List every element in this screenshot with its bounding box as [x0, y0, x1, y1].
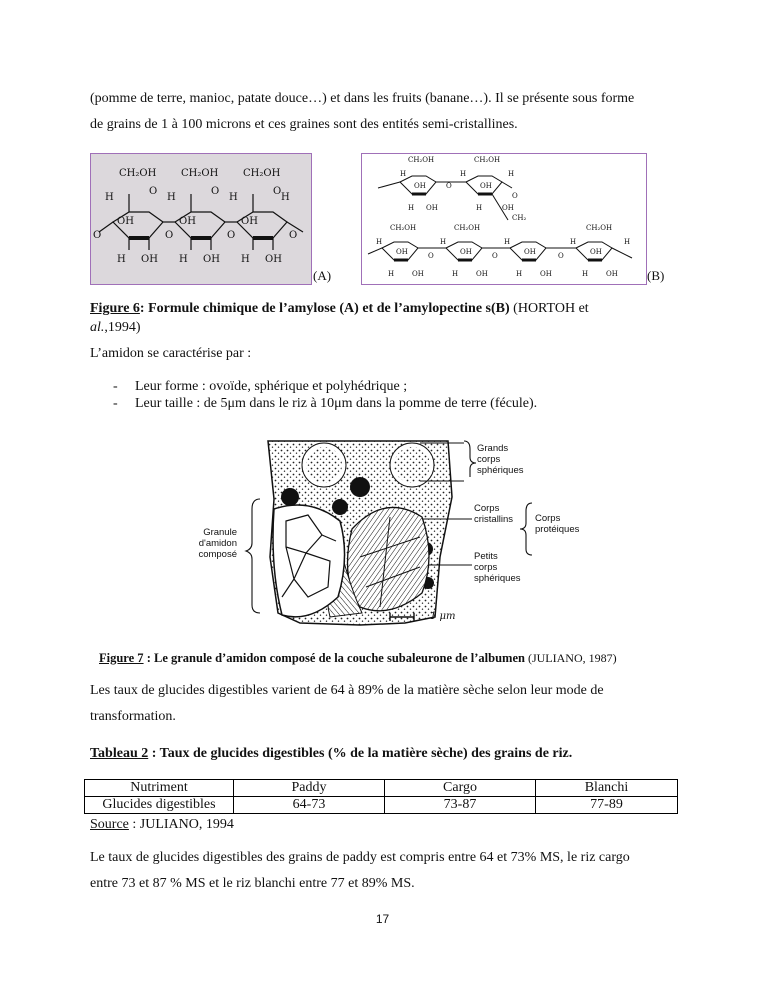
svg-text:O: O — [149, 186, 158, 197]
svg-text:OH: OH — [524, 248, 536, 256]
svg-text:OH: OH — [476, 270, 488, 278]
table-cell: 73-87 — [385, 797, 536, 814]
svg-text:H: H — [229, 192, 238, 203]
starch-bullet-1: - Leur forme : ovoïde, sphérique et polyhédrique ; — [113, 379, 408, 394]
svg-text:O: O — [165, 230, 174, 241]
label-granule-compose: Granule d'amidon composé — [198, 527, 237, 560]
svg-text:H: H — [508, 170, 515, 178]
svg-text:H: H — [570, 238, 577, 246]
table-2-title — [90, 746, 572, 762]
label-corps-proteiques: Corps protéiques — [535, 513, 580, 535]
svg-text:O: O — [446, 182, 452, 190]
svg-text:OH: OH — [412, 270, 424, 278]
label-petits-corps: Petits corps sphériques — [474, 551, 521, 584]
svg-text:H: H — [582, 270, 589, 278]
svg-text:O: O — [227, 230, 236, 241]
conclusion-line-2: entre 73 et 87 % MS et le riz blanchi entre 77 et 89% MS. — [90, 876, 415, 891]
table-header-cell: Cargo — [385, 780, 536, 797]
figure-6-caption-cite: (HORTOH et — [509, 301, 589, 316]
svg-text:OH: OH — [117, 216, 134, 227]
figure-7-caption-title: : Le granule d’amidon composé de la couche subaleurone de l’albumen — [143, 651, 525, 665]
svg-text:H: H — [388, 270, 395, 278]
svg-text:OH: OH — [265, 254, 282, 265]
svg-text:CH₂OH: CH₂OH — [181, 168, 219, 179]
svg-text:H: H — [105, 192, 114, 203]
svg-text:H: H — [408, 204, 415, 212]
figure-6a-label: (A) — [313, 268, 332, 283]
svg-text:OH: OH — [540, 270, 552, 278]
figure-7-ref: Figure 7 — [99, 651, 144, 665]
starch-intro: L’amidon se caractérise par : — [90, 346, 252, 361]
svg-text:H: H — [504, 238, 511, 246]
svg-text:O: O — [512, 192, 518, 200]
svg-text:OH: OH — [590, 248, 602, 256]
table-header-row — [85, 780, 678, 797]
table-2-source-text: : JULIANO, 1994 — [128, 817, 234, 832]
table-2-source — [90, 817, 234, 833]
svg-text:OH: OH — [414, 182, 426, 190]
figure-6b-label: (B) — [647, 268, 665, 283]
svg-text:H: H — [117, 254, 126, 265]
svg-text:H: H — [460, 170, 467, 178]
svg-text:O: O — [558, 252, 564, 260]
svg-text:O: O — [93, 230, 102, 241]
glucides-line-2: transformation. — [90, 709, 176, 724]
svg-text:H: H — [476, 204, 483, 212]
svg-text:OH: OH — [426, 204, 438, 212]
figure-6-caption — [90, 299, 676, 337]
svg-text:H: H — [179, 254, 188, 265]
intro-line-1: (pomme de terre, manioc, patate douce…) et dans les fruits (banane…). Il se présente sous forme — [90, 91, 635, 106]
svg-text:O: O — [211, 186, 220, 197]
svg-text:CH₂OH: CH₂OH — [408, 156, 435, 164]
svg-text:CH₂OH: CH₂OH — [243, 168, 281, 179]
svg-text:H: H — [167, 192, 176, 203]
svg-text:H: H — [241, 254, 250, 265]
amylopectine-structure — [362, 154, 646, 284]
figure-6-caption-year: ,1994) — [104, 320, 141, 335]
table-2 — [84, 779, 678, 814]
table-row — [85, 797, 678, 814]
svg-text:OH: OH — [606, 270, 618, 278]
svg-text:O: O — [289, 230, 298, 241]
svg-text:H: H — [376, 238, 383, 246]
svg-text:CH₂: CH₂ — [512, 214, 527, 222]
svg-text:O: O — [273, 186, 282, 197]
table-header-cell: Nutriment — [85, 780, 234, 797]
figure-6b-amylopectine — [361, 153, 647, 285]
svg-text:OH: OH — [203, 254, 220, 265]
table-header-cell: Paddy — [234, 780, 385, 797]
intro-line-2: de grains de 1 à 100 microns et ces graines sont des entités semi-cristallines. — [90, 117, 518, 132]
svg-text:H: H — [281, 192, 290, 203]
figure-6a-amylose — [90, 153, 312, 285]
starch-granule-drawing — [190, 437, 590, 635]
glucides-line-1: Les taux de glucides digestibles varient de 64 à 89% de la matière sèche selon leur mode de — [90, 683, 604, 698]
svg-text:O: O — [492, 252, 498, 260]
table-header-cell: Blanchi — [536, 780, 678, 797]
starch-bullet-2: - Leur taille : de 5μm dans le riz à 10μm dans la pomme de terre (fécule). — [113, 396, 538, 411]
svg-text:H: H — [516, 270, 523, 278]
svg-text:CH₂OH: CH₂OH — [390, 224, 417, 232]
svg-text:OH: OH — [480, 182, 492, 190]
label-scale: 1 μm — [430, 611, 456, 622]
svg-text:CH₂OH: CH₂OH — [119, 168, 157, 179]
svg-text:OH: OH — [179, 216, 196, 227]
svg-text:H: H — [452, 270, 459, 278]
table-2-title-text: : Taux de glucides digestibles (% de la matière sèche) des grains de riz. — [148, 746, 573, 761]
svg-text:CH₂OH: CH₂OH — [474, 156, 501, 164]
table-cell: 64-73 — [234, 797, 385, 814]
page-number: 17 — [375, 912, 390, 926]
figure-6-ref: Figure 6 — [90, 301, 140, 316]
table-2-ref: Tableau 2 — [90, 746, 149, 761]
table-cell: 77-89 — [536, 797, 678, 814]
svg-text:OH: OH — [141, 254, 158, 265]
figure-6-caption-al: al. — [90, 320, 105, 335]
svg-text:OH: OH — [460, 248, 472, 256]
conclusion-line-1: Le taux de glucides digestibles des grains de paddy est compris entre 64 et 73% MS, le riz cargo — [90, 850, 630, 865]
svg-text:OH: OH — [396, 248, 408, 256]
svg-text:OH: OH — [502, 204, 514, 212]
svg-text:O: O — [428, 252, 434, 260]
figure-7-caption — [99, 651, 617, 666]
svg-text:H: H — [440, 238, 447, 246]
svg-text:H: H — [624, 238, 631, 246]
table-2-source-label: Source — [90, 817, 129, 832]
svg-text:OH: OH — [241, 216, 258, 227]
svg-text:CH₂OH: CH₂OH — [454, 224, 481, 232]
figure-6-caption-title: : Formule chimique de l’amylose (A) et de l’amylopectine s(B) — [139, 301, 510, 316]
svg-text:CH₂OH: CH₂OH — [586, 224, 613, 232]
figure-7-caption-cite: (JULIANO, 1987) — [524, 651, 617, 665]
starch-bullet-list — [113, 378, 537, 412]
label-corps-cristallins: Corps cristallins — [474, 503, 514, 525]
amylose-structure — [91, 154, 311, 284]
table-cell: Glucides digestibles — [85, 797, 234, 814]
figure-7-starch-granule — [190, 437, 590, 635]
label-grands-corps: Grands corps sphériques — [477, 443, 524, 476]
svg-text:H: H — [400, 170, 407, 178]
